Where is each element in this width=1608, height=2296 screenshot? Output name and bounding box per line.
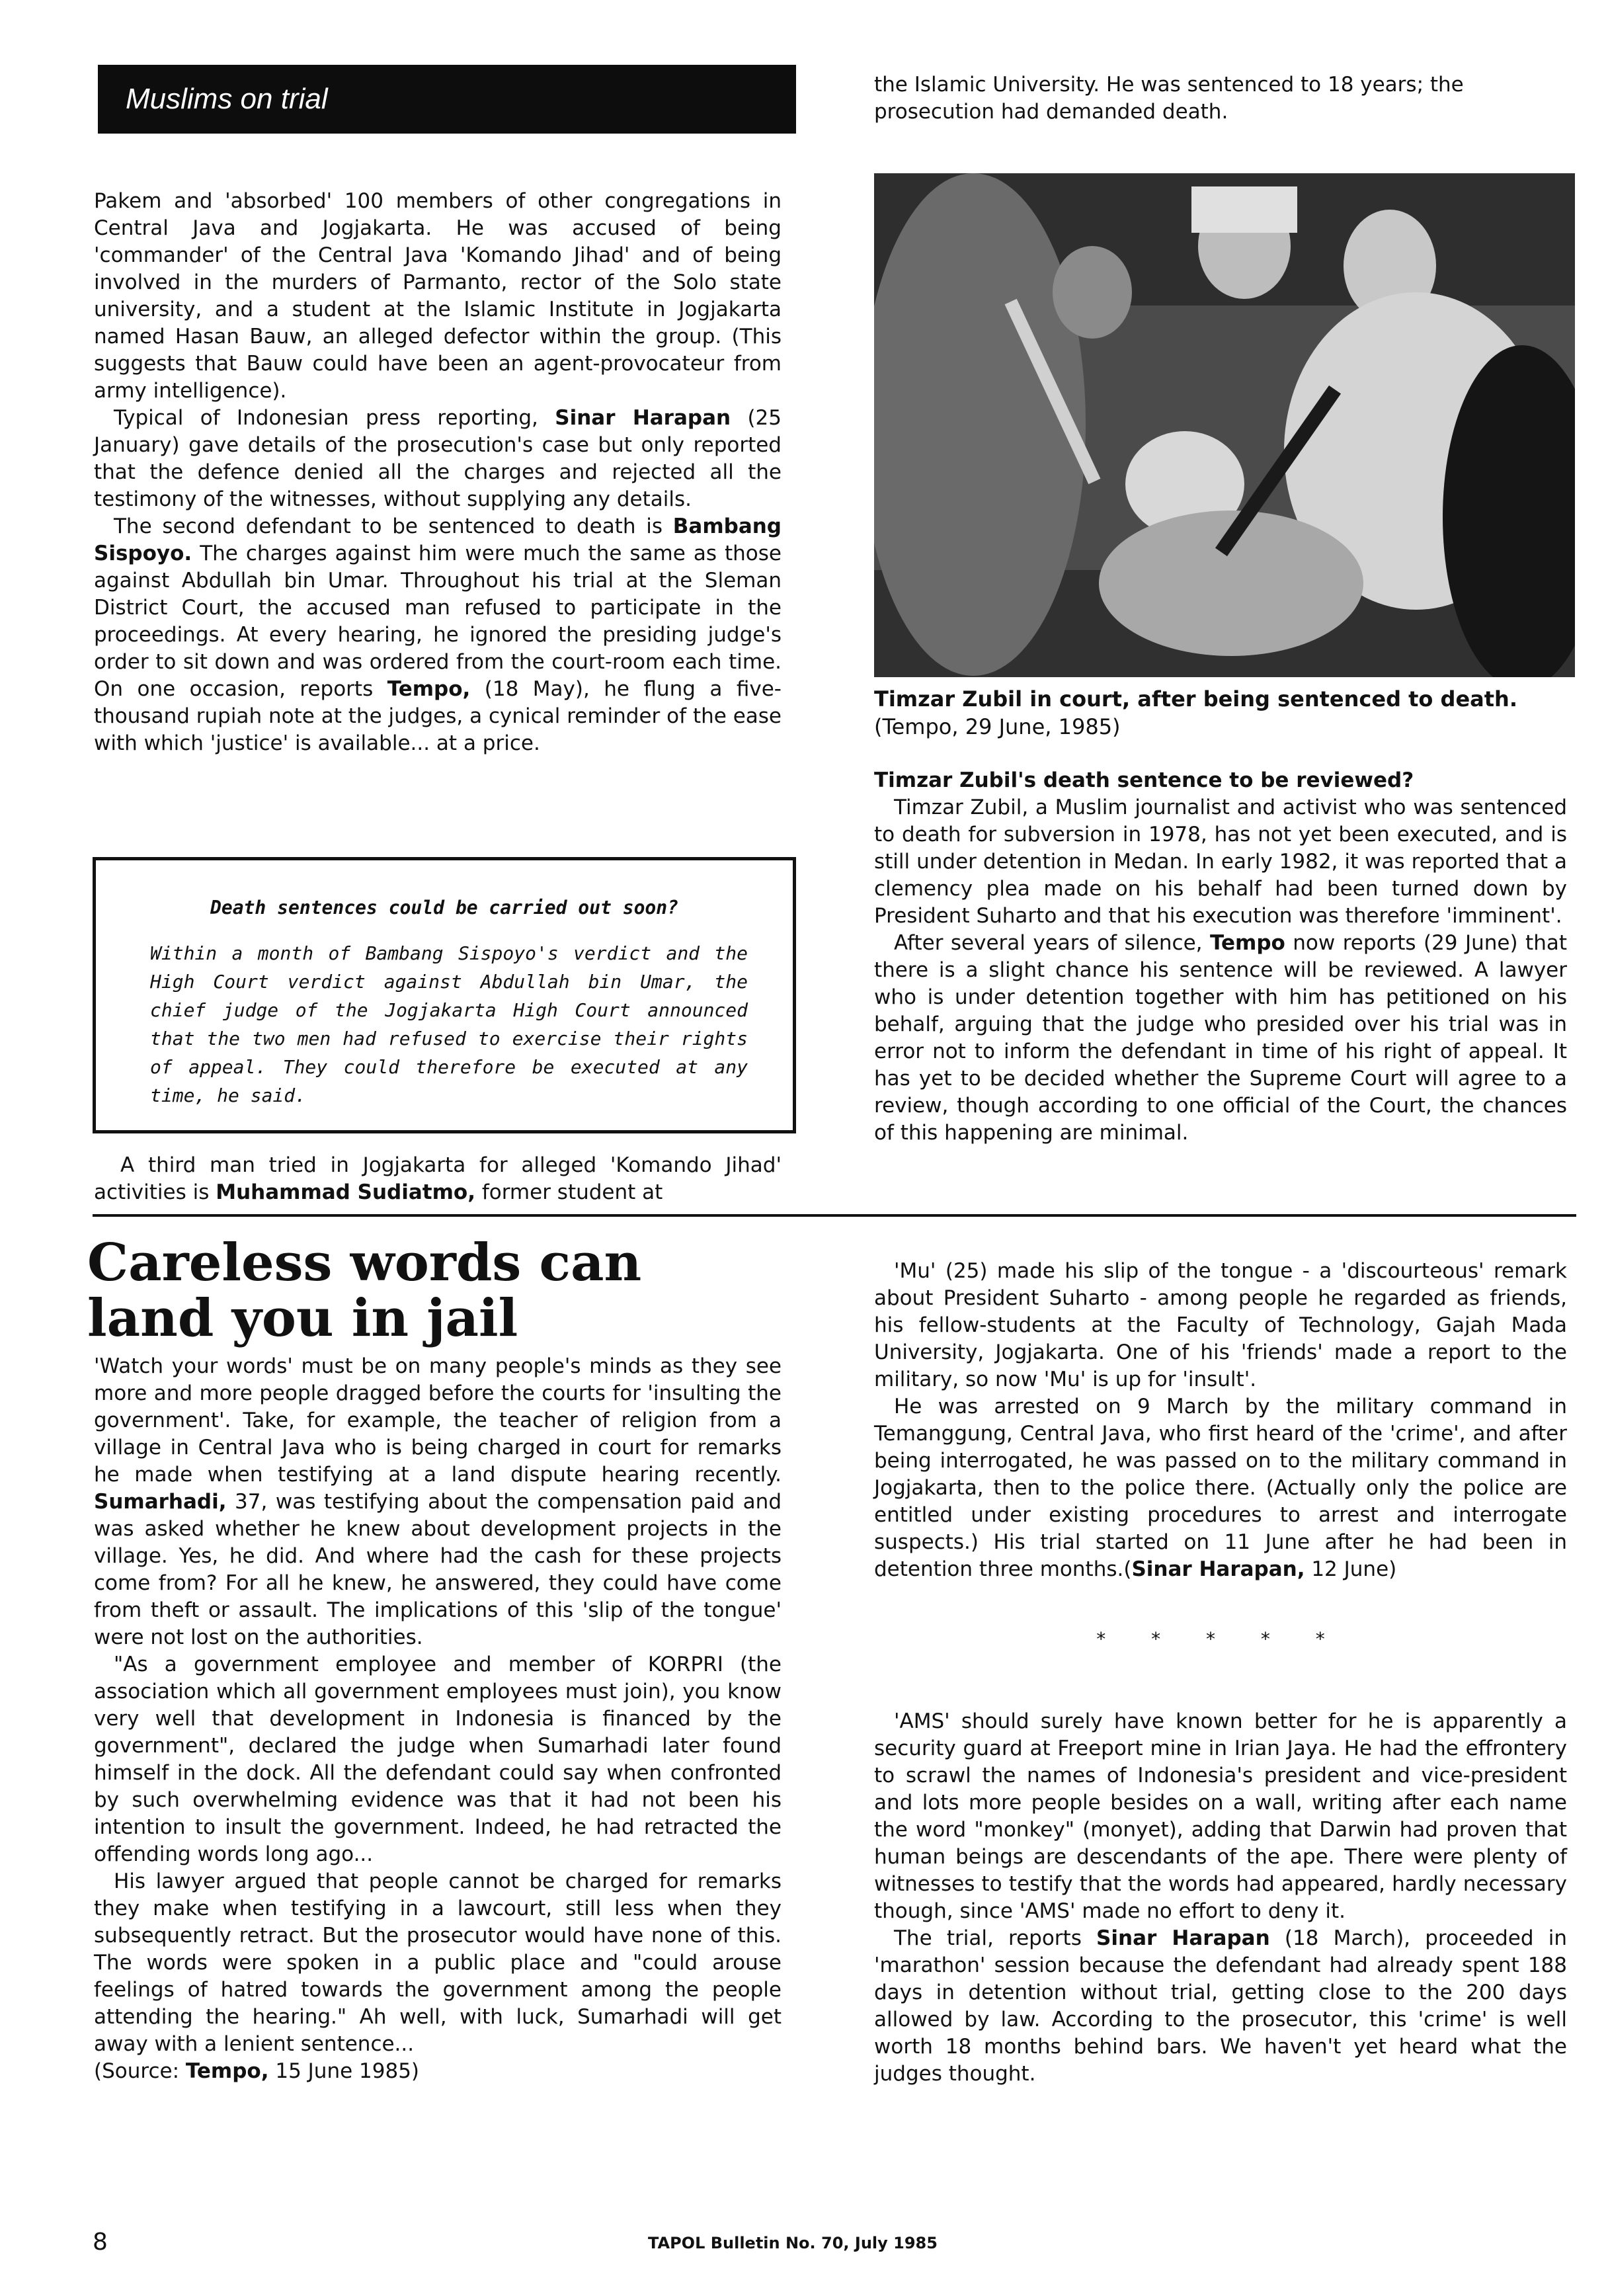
section-divider (93, 1214, 1576, 1217)
article-left-column (94, 1353, 782, 2085)
bulletin-footer: TAPOL Bulletin No. 70, July 1985 (648, 2234, 938, 2252)
notice-box-body: Within a month of Bambang Sispoyo's verdict and the High Court verdict against Abdullah bin Umar, the chief judge of the Jogjakarta High Court announced that the two men had refused to exercise their rights of appeal. They could therefore be executed at any time, he said. (150, 942, 748, 1106)
section-stars: * * * * * (1096, 1628, 1345, 1650)
paragraph: The trial, reports Sinar Harapan (18 March), proceeded in 'marathon' session because the defendant had already spent 188 days in detention without trial, getting close to the 200 days allowed by law. According to the prosecutor, this 'crime' is well worth 18 months behind bars. We haven't yet heard what the judges thought. (874, 1926, 1567, 2086)
paragraph: The second defendant to be sentenced to death is Bambang Sispoyo. The charges against him were much the same as those against Abdullah bin Umar. Throughout his trial at the Sleman District Court, the accused man refused to participate in the proceedings. At every hearing, he ignored the presiding judge's order to sit down and was ordered from the court-room each time. On one occasion, reports Tempo, (18 May), he flung a five-thousand rupiah note at the judges, a cynical reminder of the ease with which 'justice' is available... at a price. (94, 514, 782, 755)
paragraph: A third man tried in Jogjakarta for alleged 'Komando Jihad' activities is Muhammad Sudiatmo, former student at (94, 1153, 782, 1204)
paragraph: He was arrested on 9 March by the military command in Temanggung, Central Java, who first heard of the 'crime', and after being interrogated, he was passed on to the military command in Jogjakarta, then to the police there. (Actually only the police are entitled under existing procedures to arrest and interrogate suspects.) His trial started on 11 June after he had been in detention three months.(Sinar Harapan, 12 June) (874, 1395, 1567, 1581)
notice-box-title: Death sentences could be carried out soon? (210, 897, 678, 919)
paragraph: After several years of silence, Tempo now reports (29 June) that there is a slight chance his sentence will be reviewed. A lawyer who is under detention together with him has petitioned on his behalf, arguing that the judge who presided over his trial was in error not to inform the defendant in time of his right of appeal. It has yet to be decided whether the Supreme Court will agree to a review, though according to one official of the Court, the chances of this happening are minimal. (874, 931, 1568, 1145)
left-column-top (94, 188, 782, 757)
paragraph: "As a government employee and member of KORPRI (the association which all government employees must join), you know very well that development in Indonesia is financed by the government", declared the judge when Sumarhadi later found himself in the dock. All the defendant could say when confronted by such overwhelming evidence was that it had not been his intention to insult the government. Indeed, he had retracted the offending words long ago... (94, 1653, 782, 1866)
subheading: Timzar Zubil's death sentence to be reviewed? (874, 768, 1414, 792)
article-headline: Careless words can land you in jail (87, 1233, 642, 1348)
right-column-continued-text: the Islamic University. He was sentenced to 18 years; the prosecution had demanded death. (874, 73, 1464, 124)
court-photo-image (874, 173, 1575, 677)
source-line: (Source: Tempo, 15 June 1985) (94, 2059, 420, 2083)
paragraph: Pakem and 'absorbed' 100 members of other congregations in Central Java and Jogjakarta. He was accused of being 'commander' of the Central Java 'Komando Jihad' and of being involved in the murders of Parmanto, rector of the Solo state university, and a student at the Islamic Institute in Jogjakarta named Hasan Bauw, an alleged defector within the group. (This suggests that Bauw could have been an agent-provocateur from army intelligence). (94, 189, 782, 403)
right-column-article (874, 767, 1567, 1147)
paragraph: Typical of Indonesian press reporting, Sinar Harapan (25 January) gave details of the prosecution's case but only reported that the defence denied all the charges and rejected all the testimony of the witnesses, without supplying any details. (94, 406, 782, 511)
paragraph: 'Watch your words' must be on many people's minds as they see more and more people dragged before the courts for 'insulting the government'. Take, for example, the teacher of religion from a village in Central Java who is being charged in court for remarks he made when testifying at a land dispute hearing recently. Sumarhadi, 37, was testifying about the compensation paid and was asked whether he knew about development projects in the village. Yes, he did. And where had the cash for these projects come from? For all he knew, he answered, they could have come from theft or assault. The implications of this 'slip of the tongue' were not lost on the authorities. (94, 1354, 782, 1649)
notice-box (93, 857, 796, 1133)
page-number: 8 (93, 2229, 108, 2256)
photo-caption: Timzar Zubil in court, after being sentenced to death. (Tempo, 29 June, 1985) (874, 686, 1517, 739)
section-banner: Muslims on trial (98, 65, 796, 134)
paragraph: Timzar Zubil, a Muslim journalist and activist who was sentenced to death for subversion in 1978, has not yet been executed, and is still under detention in Medan. In early 1982, it was reported that a clemency plea made on his behalf had been turned down by President Suharto and that his execution was therefore 'imminent'. (874, 796, 1567, 928)
court-photo (874, 173, 1575, 677)
paragraph: 'AMS' should surely have known better for he is apparently a security guard at Freeport mine in Irian Jaya. He had the effrontery to scrawl the names of Indonesia's president and vice-president and lots more people besides on a wall, writing after each name the word "monkey" (monyet), adding that Darwin had proven that human beings are descendants of the ape. There were plenty of witnesses to testify that the words had appeared, hardly necessary though, since 'AMS' made no effort to deny it. (874, 1709, 1567, 1923)
paragraph: His lawyer argued that people cannot be charged for remarks they make when testifying in a lawcourt, still less when they subsequently retract. But the prosecutor would have none of this. The words were spoken in a public place and "could arouse feelings of hatred towards the government among the people attending the hearing." Ah well, with luck, Sumarhadi will get away with a lenient sentence... (94, 1869, 782, 2056)
left-column-continuation (94, 1152, 782, 1206)
article-right-column (874, 1258, 1567, 2088)
paragraph: 'Mu' (25) made his slip of the tongue - a 'discourteous' remark about President Suharto - among people he regarded as friends, his fellow-students at the Faculty of Technology, Gajah Mada University, Jogjakarta. One of his 'friends' made a report to the military, so now 'Mu' is up for 'insult'. (874, 1259, 1567, 1391)
